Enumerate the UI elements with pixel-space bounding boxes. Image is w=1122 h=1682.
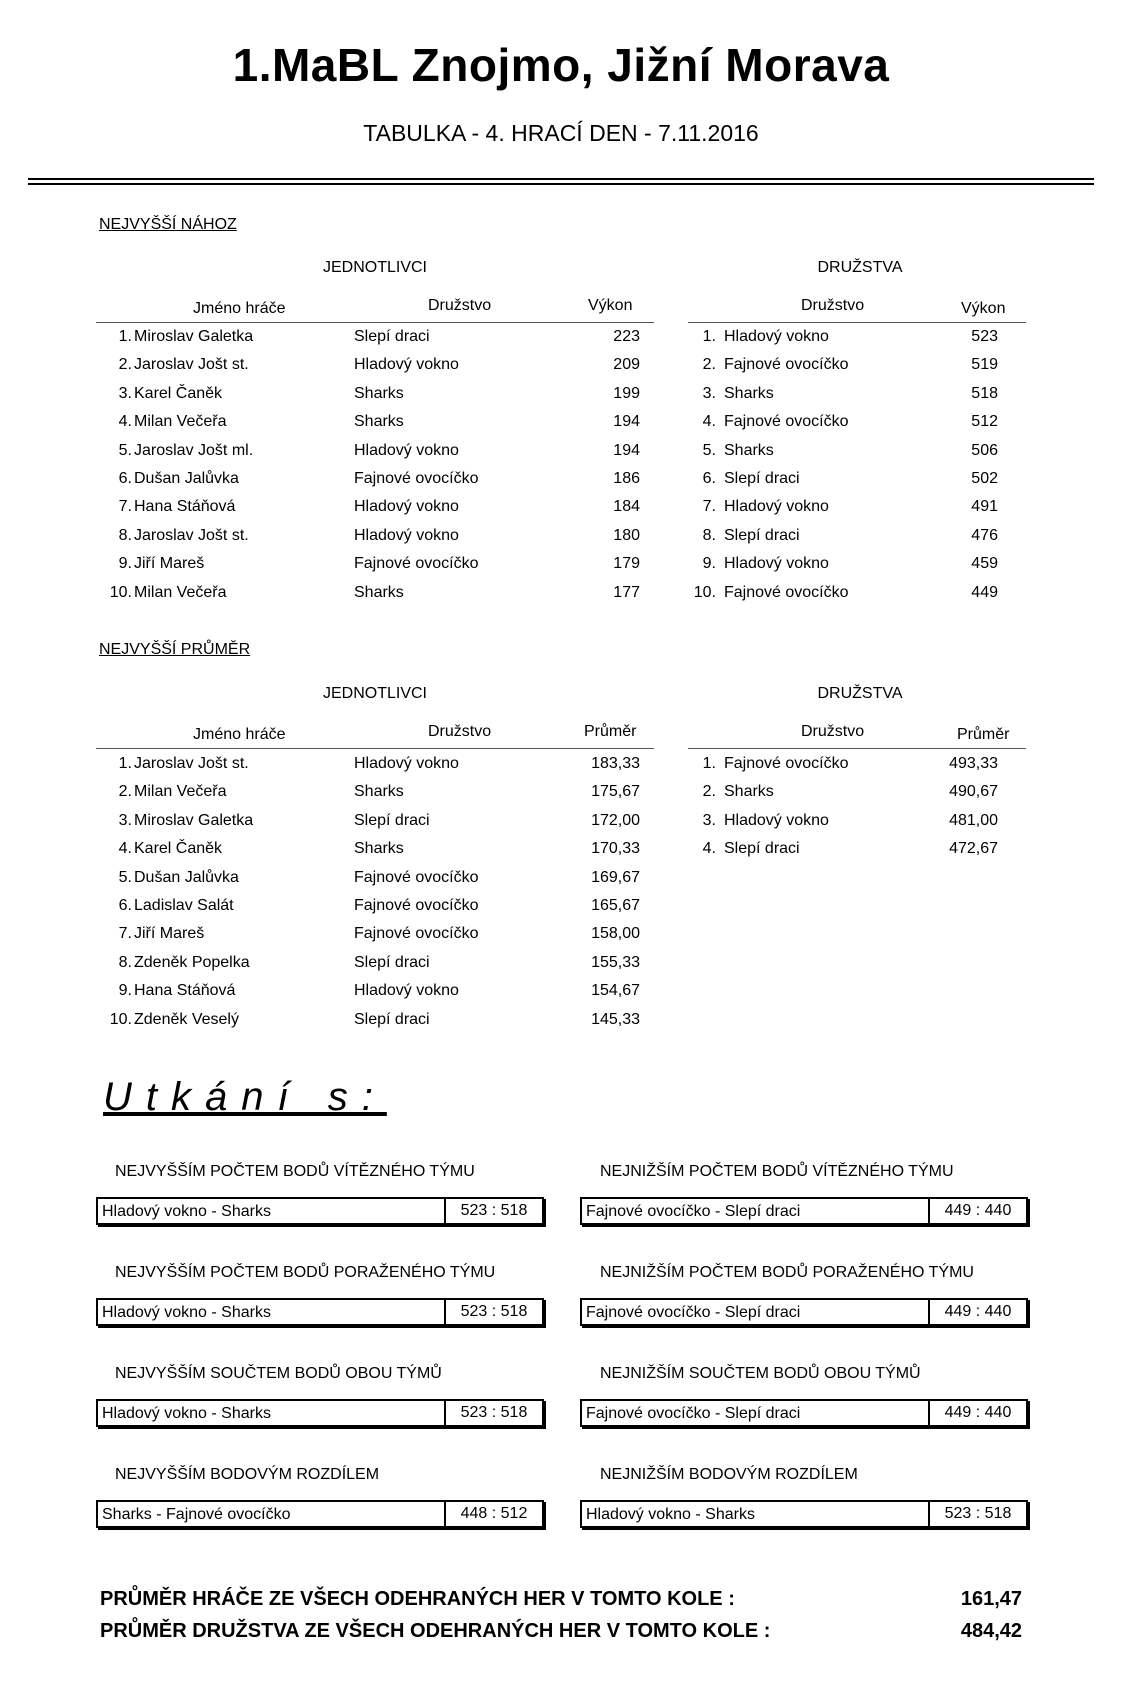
prumer-team-header-team: Družstvo [801, 723, 865, 740]
row-team: Sharks [354, 413, 404, 431]
record-box [580, 1197, 1028, 1225]
row-player-name: Karel Čaněk [134, 384, 223, 402]
summary-team-label: PRŮMĚR DRUŽSTVA ZE VŠECH ODEHRANÝCH HER V TOMTO KOLE : [100, 1620, 771, 1642]
row-value: 506 [971, 441, 998, 459]
row-value: 199 [613, 384, 640, 402]
row-team: Slepí draci [354, 1010, 430, 1028]
row-rank: 4. [702, 840, 716, 858]
record-box [96, 1197, 544, 1225]
table-row [688, 385, 1026, 413]
row-player-name: Hana Stáňová [134, 498, 236, 516]
record-title: NEJVYŠŠÍM POČTEM BODŮ VÍTĚZNÉHO TÝMU [115, 1163, 475, 1180]
table-row [96, 527, 654, 555]
record-box [580, 1399, 1028, 1427]
table-row [688, 584, 1026, 612]
table-row [96, 755, 654, 783]
row-value: 184 [613, 498, 640, 516]
row-team: Hladový vokno [354, 982, 459, 1000]
header-divider [28, 178, 1094, 185]
row-team: Sharks [354, 384, 404, 402]
row-rank: 1. [702, 328, 716, 345]
row-value: 169,67 [591, 868, 640, 886]
prumer-ind-header-rule [96, 748, 654, 749]
row-value: 519 [971, 356, 998, 374]
row-rank: 10. [693, 583, 716, 601]
table-row [688, 527, 1026, 555]
table-row [96, 442, 654, 470]
record-score: 523 : 518 [444, 1401, 542, 1425]
summary-player-value: 161,47 [960, 1588, 1022, 1610]
table-row [96, 982, 654, 1010]
table-row [688, 498, 1026, 526]
record-teams: Hladový vokno - Sharks [586, 1506, 755, 1523]
row-team: Slepí draci [724, 840, 800, 858]
row-value: 177 [613, 583, 640, 601]
nahoz-team-header-rule [688, 322, 1026, 323]
row-team: Fajnové ovocíčko [354, 868, 479, 886]
row-team: Hladový vokno [354, 755, 459, 772]
record-teams: Fajnové ovocíčko - Slepí draci [586, 1405, 801, 1422]
row-team: Fajnové ovocíčko [354, 470, 479, 487]
row-rank: 3. [702, 811, 716, 829]
row-team: Hladový vokno [724, 328, 829, 345]
nahoz-ind-header-team: Družstvo [428, 297, 492, 314]
row-value: 155,33 [591, 953, 640, 971]
row-player-name: Ladislav Salát [134, 897, 234, 914]
row-value: 502 [971, 470, 998, 487]
row-rank: 6. [118, 897, 132, 914]
row-rank: 5. [118, 441, 132, 459]
row-team: Slepí draci [354, 328, 430, 345]
row-rank: 2. [118, 783, 132, 801]
row-team: Slepí draci [354, 953, 430, 971]
row-player-name: Jaroslav Jošt st. [134, 356, 249, 374]
row-rank: 1. [118, 328, 132, 345]
row-rank: 10. [109, 583, 132, 601]
row-player-name: Karel Čaněk [134, 840, 223, 858]
table-row [688, 413, 1026, 441]
row-rank: 8. [118, 526, 132, 544]
row-rank: 2. [702, 356, 716, 374]
record-title: NEJNIŽŠÍM POČTEM BODŮ PORAŽENÉHO TÝMU [600, 1264, 974, 1281]
table-row [96, 840, 654, 868]
row-rank: 3. [702, 384, 716, 402]
table-row [96, 897, 654, 925]
nahoz-team-header-value: Výkon [961, 300, 1006, 317]
row-team: Slepí draci [724, 526, 800, 544]
row-rank: 7. [702, 498, 716, 516]
row-player-name: Hana Stáňová [134, 982, 236, 1000]
prumer-ind-header-team: Družstvo [428, 723, 492, 740]
record-score: 448 : 512 [444, 1502, 542, 1526]
row-rank: 2. [702, 783, 716, 801]
row-value: 459 [971, 555, 998, 573]
prumer-ind-header-value: Průměr [584, 723, 637, 740]
row-player-name: Milan Večeřa [134, 583, 227, 601]
row-team: Slepí draci [724, 470, 800, 487]
page-subtitle: TABULKA - 4. HRACÍ DEN - 7.11.2016 [363, 120, 759, 146]
table-row [688, 328, 1026, 356]
table-row [96, 869, 654, 897]
record-teams: Fajnové ovocíčko - Slepí draci [586, 1203, 801, 1220]
row-value: 223 [613, 328, 640, 345]
row-player-name: Zdeněk Veselý [134, 1010, 239, 1028]
table-row [96, 925, 654, 953]
row-team: Hladový vokno [724, 498, 829, 516]
table-row [96, 954, 654, 982]
row-team: Fajnové ovocíčko [724, 356, 849, 374]
section-label-prumer: NEJVYŠŠÍ PRŮMĚR [99, 641, 251, 658]
table-row [688, 755, 1026, 783]
row-rank: 1. [702, 755, 716, 772]
row-team: Hladový vokno [724, 811, 829, 829]
row-rank: 3. [118, 384, 132, 402]
row-rank: 9. [702, 555, 716, 573]
prumer-individuals-title: JEDNOTLIVCI [322, 685, 427, 702]
row-rank: 4. [702, 413, 716, 431]
table-row [96, 328, 654, 356]
table-row [96, 783, 654, 811]
row-value: 491 [971, 498, 998, 516]
record-box [96, 1298, 544, 1326]
table-row [96, 356, 654, 384]
row-value: 449 [971, 583, 998, 601]
row-player-name: Zdeněk Popelka [134, 953, 250, 971]
table-row [96, 812, 654, 840]
row-rank: 7. [118, 498, 132, 516]
row-team: Hladový vokno [354, 356, 459, 374]
nahoz-team-header-team: Družstvo [801, 297, 865, 314]
table-row [96, 555, 654, 583]
nahoz-ind-header-rule [96, 322, 654, 323]
row-rank: 8. [118, 953, 132, 971]
table-row [688, 840, 1026, 868]
row-value: 154,67 [591, 982, 640, 1000]
row-value: 481,00 [949, 811, 998, 829]
record-box [580, 1298, 1028, 1326]
row-rank: 8. [702, 526, 716, 544]
record-title: NEJVYŠŠÍM BODOVÝM ROZDÍLEM [115, 1466, 380, 1483]
row-team: Hladový vokno [354, 498, 459, 516]
row-team: Hladový vokno [724, 555, 829, 573]
row-rank: 5. [702, 441, 716, 459]
row-value: 518 [971, 384, 998, 402]
row-team: Sharks [724, 783, 774, 801]
record-title: NEJVYŠŠÍM POČTEM BODŮ PORAŽENÉHO TÝMU [115, 1264, 496, 1281]
row-value: 186 [613, 470, 640, 487]
row-value: 194 [613, 441, 640, 459]
row-team: Slepí draci [354, 811, 430, 829]
record-score: 523 : 518 [444, 1199, 542, 1223]
row-value: 158,00 [591, 925, 640, 943]
section-label-nahoz: NEJVYŠŠÍ NÁHOZ [99, 216, 237, 233]
row-rank: 4. [118, 413, 132, 431]
row-team: Fajnové ovocíčko [724, 583, 849, 601]
table-row [688, 555, 1026, 583]
row-rank: 9. [118, 982, 132, 1000]
table-row [96, 498, 654, 526]
row-value: 490,67 [949, 783, 998, 801]
record-title: NEJNIŽŠÍM SOUČTEM BODŮ OBOU TÝMŮ [600, 1365, 921, 1382]
row-rank: 7. [118, 925, 132, 943]
row-player-name: Dušan Jalůvka [134, 868, 239, 886]
row-value: 472,67 [949, 840, 998, 858]
table-row [96, 413, 654, 441]
nahoz-individuals-title: JEDNOTLIVCI [322, 259, 427, 276]
row-rank: 4. [118, 840, 132, 858]
row-rank: 9. [118, 555, 132, 573]
record-teams: Sharks - Fajnové ovocíčko [102, 1506, 291, 1523]
record-score: 523 : 518 [444, 1300, 542, 1324]
page-title: 1.MaBL Znojmo, Jižní Morava [232, 39, 890, 91]
row-player-name: Jiří Mareš [134, 555, 205, 573]
row-value: 183,33 [591, 755, 640, 772]
summary-player-label: PRŮMĚR HRÁČE ZE VŠECH ODEHRANÝCH HER V TOMTO KOLE : [100, 1588, 735, 1610]
row-team: Fajnové ovocíčko [354, 555, 479, 573]
row-player-name: Milan Večeřa [134, 413, 227, 431]
table-row [96, 385, 654, 413]
table-row [688, 812, 1026, 840]
row-team: Fajnové ovocíčko [724, 755, 849, 772]
row-team: Fajnové ovocíčko [354, 925, 479, 943]
row-team: Sharks [724, 384, 774, 402]
record-score: 523 : 518 [928, 1502, 1026, 1526]
row-value: 172,00 [591, 811, 640, 829]
row-value: 194 [613, 413, 640, 431]
row-player-name: Miroslav Galetka [134, 811, 254, 829]
row-value: 180 [613, 526, 640, 544]
row-team: Hladový vokno [354, 526, 459, 544]
row-team: Sharks [354, 783, 404, 801]
row-player-name: Dušan Jalůvka [134, 470, 239, 487]
table-row [688, 783, 1026, 811]
prumer-ind-header-name: Jméno hráče [193, 726, 286, 743]
record-box [96, 1399, 544, 1427]
record-title: NEJNIŽŠÍM BODOVÝM ROZDÍLEM [600, 1466, 858, 1483]
summary-team-value: 484,42 [960, 1620, 1022, 1642]
row-player-name: Jiří Mareš [134, 925, 205, 943]
row-team: Sharks [354, 840, 404, 858]
row-rank: 1. [118, 755, 132, 772]
row-rank: 3. [118, 811, 132, 829]
row-rank: 6. [118, 470, 132, 487]
table-row [688, 356, 1026, 384]
row-value: 512 [971, 413, 998, 431]
row-value: 145,33 [591, 1010, 640, 1028]
record-box [96, 1500, 544, 1528]
row-player-name: Milan Večeřa [134, 783, 227, 801]
record-teams: Hladový vokno - Sharks [102, 1304, 271, 1321]
row-team: Sharks [354, 583, 404, 601]
row-rank: 10. [109, 1010, 132, 1028]
row-value: 523 [971, 328, 998, 345]
table-row [688, 470, 1026, 498]
nahoz-ind-header-value: Výkon [588, 297, 633, 314]
row-value: 175,67 [591, 783, 640, 801]
record-title: NEJNIŽŠÍM POČTEM BODŮ VÍTĚZNÉHO TÝMU [600, 1163, 954, 1180]
row-value: 209 [613, 356, 640, 374]
record-score: 449 : 440 [928, 1401, 1026, 1425]
record-title: NEJVYŠŠÍM SOUČTEM BODŮ OBOU TÝMŮ [115, 1365, 442, 1382]
record-box [580, 1500, 1028, 1528]
row-team: Fajnové ovocíčko [724, 413, 849, 431]
record-teams: Hladový vokno - Sharks [102, 1203, 271, 1220]
nahoz-teams-title: DRUŽSTVA [817, 259, 903, 276]
table-row [96, 1011, 654, 1039]
prumer-team-header-rule [688, 748, 1026, 749]
table-row [96, 584, 654, 612]
record-teams: Fajnové ovocíčko - Slepí draci [586, 1304, 801, 1321]
prumer-teams-title: DRUŽSTVA [817, 685, 903, 702]
row-player-name: Jaroslav Jošt ml. [134, 441, 254, 459]
row-rank: 2. [118, 356, 132, 374]
row-team: Sharks [724, 441, 774, 459]
row-rank: 6. [702, 470, 716, 487]
row-value: 179 [613, 555, 640, 573]
record-score: 449 : 440 [928, 1199, 1026, 1223]
row-team: Fajnové ovocíčko [354, 897, 479, 914]
utkani-heading: Utkání s: [103, 1075, 387, 1119]
record-teams: Hladový vokno - Sharks [102, 1405, 271, 1422]
row-player-name: Miroslav Galetka [134, 328, 254, 345]
row-value: 170,33 [591, 840, 640, 858]
table-row [96, 470, 654, 498]
prumer-team-header-value: Průměr [957, 726, 1010, 743]
row-player-name: Jaroslav Jošt st. [134, 526, 249, 544]
row-player-name: Jaroslav Jošt st. [134, 755, 249, 772]
row-team: Hladový vokno [354, 441, 459, 459]
record-score: 449 : 440 [928, 1300, 1026, 1324]
row-value: 165,67 [591, 897, 640, 914]
nahoz-ind-header-name: Jméno hráče [193, 300, 286, 317]
table-row [688, 442, 1026, 470]
row-value: 476 [971, 526, 998, 544]
row-rank: 5. [118, 868, 132, 886]
row-value: 493,33 [949, 755, 998, 772]
